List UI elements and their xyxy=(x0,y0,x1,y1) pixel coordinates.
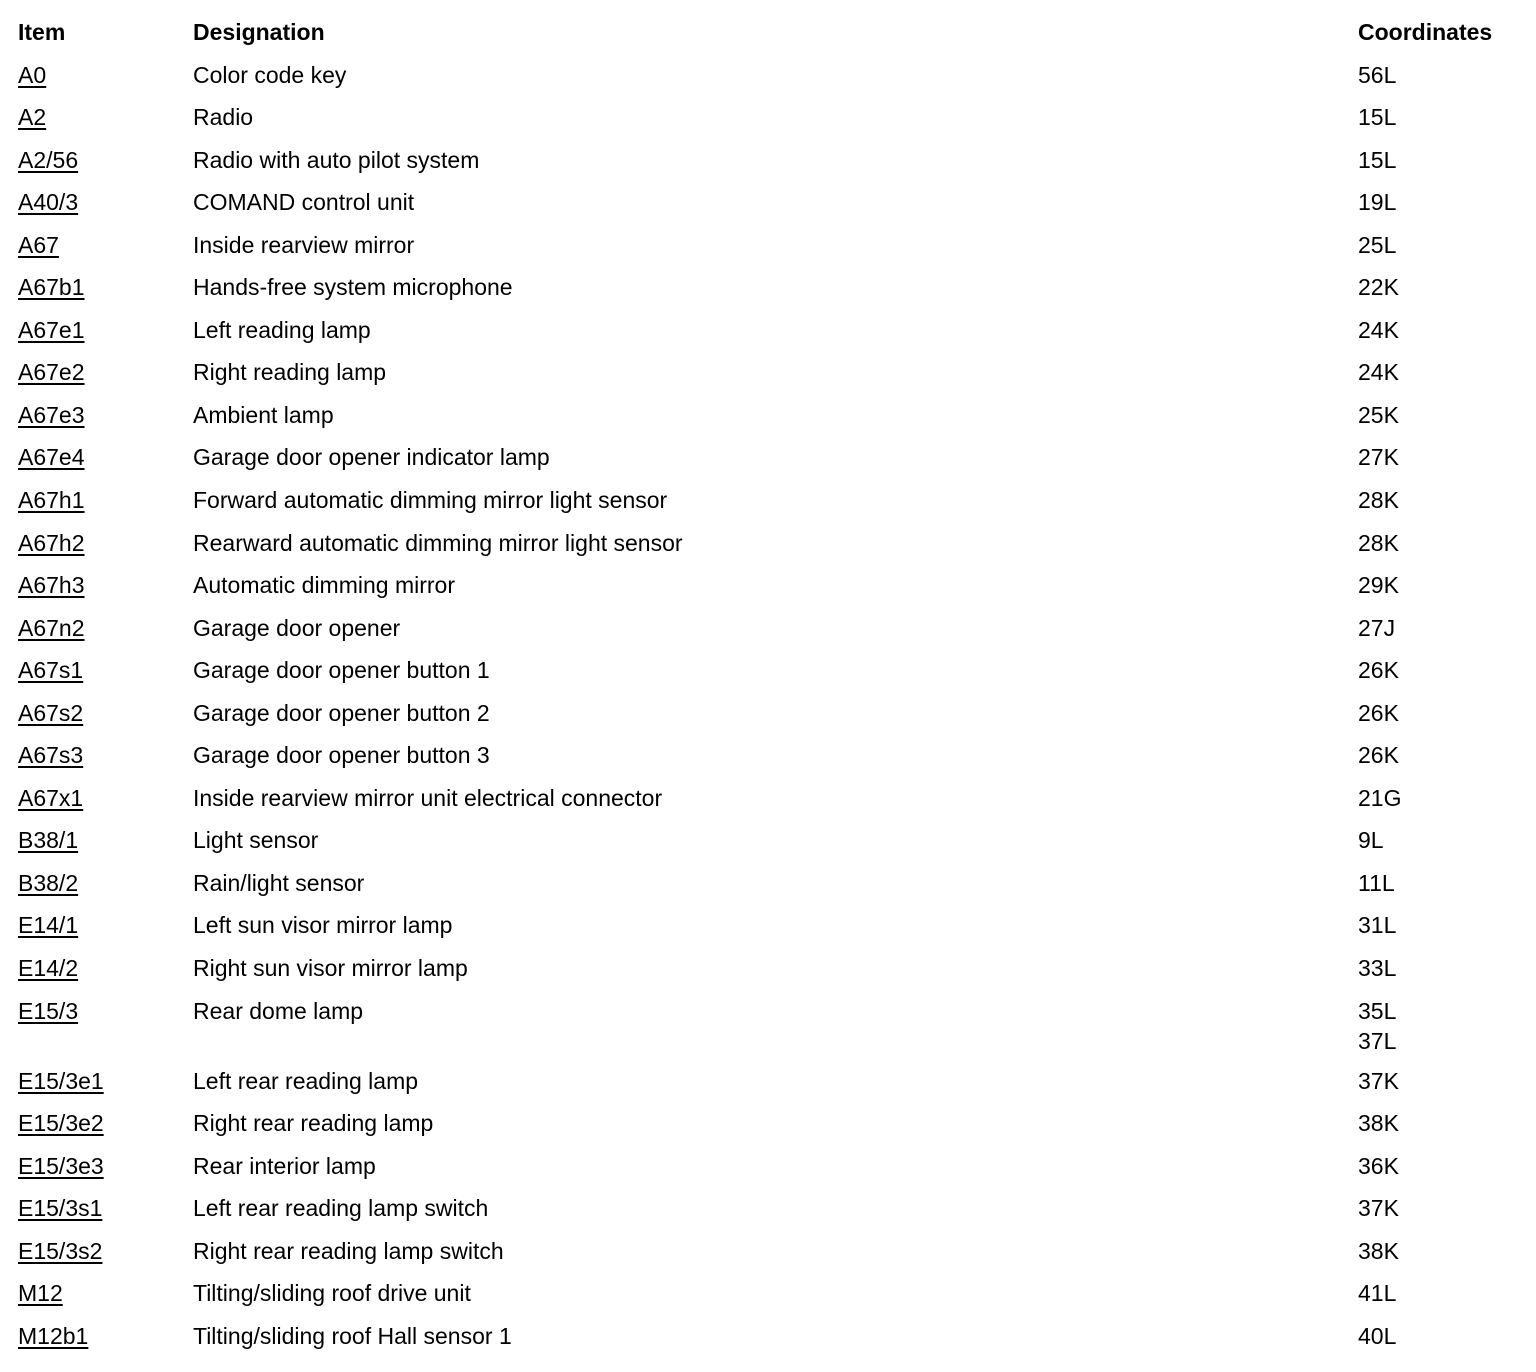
coordinates-cell xyxy=(1358,995,1396,1055)
table-row xyxy=(0,484,1536,527)
coordinate-value: 22K xyxy=(1358,274,1399,301)
designation-text: Garage door opener button 1 xyxy=(193,657,490,684)
item-link[interactable]: A67e2 xyxy=(18,359,85,386)
designation-text: Rain/light sensor xyxy=(193,869,365,896)
table-row xyxy=(0,739,1536,782)
table-row xyxy=(0,824,1536,867)
item-link[interactable]: E15/3e3 xyxy=(18,1152,104,1179)
item-link[interactable]: A67e1 xyxy=(18,316,85,343)
designation-text: Left reading lamp xyxy=(193,316,371,343)
table-row xyxy=(0,909,1536,952)
table-row xyxy=(0,271,1536,314)
coordinates-cell xyxy=(1358,271,1399,303)
item-link[interactable]: A67e3 xyxy=(18,401,85,428)
coordinates-cell xyxy=(1358,1065,1399,1097)
coordinate-value: 28K xyxy=(1358,487,1399,514)
coordinate-value: 56L xyxy=(1358,61,1397,88)
item-link[interactable]: A40/3 xyxy=(18,189,79,216)
coordinates-cell xyxy=(1358,909,1396,941)
table-row xyxy=(0,356,1536,399)
coordinates-column-header: Coordinates xyxy=(1358,19,1493,45)
coordinate-value: 28K xyxy=(1358,529,1399,556)
coordinates-cell xyxy=(1358,1150,1399,1182)
coordinates-cell xyxy=(1358,441,1399,473)
designation-text: Tilting/sliding roof drive unit xyxy=(193,1280,471,1307)
table-row xyxy=(0,654,1536,697)
coordinates-cell xyxy=(1358,356,1399,388)
coordinate-value: 24K xyxy=(1358,316,1399,343)
coordinates-cell xyxy=(1358,952,1396,984)
table-row xyxy=(0,1107,1536,1150)
table-row xyxy=(0,697,1536,740)
designation-text: Garage door opener button 3 xyxy=(193,742,490,769)
coordinate-value: 19L xyxy=(1358,189,1397,216)
coordinates-cell xyxy=(1358,314,1399,346)
coordinates-cell xyxy=(1358,824,1384,856)
item-link[interactable]: B38/1 xyxy=(18,827,79,854)
coordinates-cell xyxy=(1358,739,1399,771)
designation-text: Forward automatic dimming mirror light sensor xyxy=(193,487,668,514)
item-link[interactable]: A67s1 xyxy=(18,657,84,684)
designation-text: Right rear reading lamp xyxy=(193,1110,434,1137)
coordinate-value: 26K xyxy=(1358,657,1399,684)
coordinate-value: 41L xyxy=(1358,1280,1397,1307)
coordinates-cell xyxy=(1358,399,1399,431)
coordinates-cell xyxy=(1358,1192,1399,1224)
coordinate-value: 31L xyxy=(1358,912,1397,939)
table-row xyxy=(0,952,1536,995)
coordinate-value: 29K xyxy=(1358,572,1399,599)
coordinate-value: 15L xyxy=(1358,146,1397,173)
table-row xyxy=(0,1065,1536,1108)
item-link[interactable]: E15/3e1 xyxy=(18,1067,104,1094)
table-row xyxy=(0,1235,1536,1278)
item-link[interactable]: A67h2 xyxy=(18,529,85,556)
coordinate-value: 25L xyxy=(1358,231,1397,258)
designation-text: Right reading lamp xyxy=(193,359,387,386)
designation-text: Right sun visor mirror lamp xyxy=(193,955,468,982)
item-link[interactable]: B38/2 xyxy=(18,869,79,896)
coordinate-value: 37L xyxy=(1358,1027,1397,1054)
table-row xyxy=(0,995,1536,1065)
coordinates-cell xyxy=(1358,484,1399,516)
table-row xyxy=(0,59,1536,102)
designation-text: Radio with auto pilot system xyxy=(193,146,480,173)
item-column-header: Item xyxy=(18,19,66,45)
coordinate-value: 40L xyxy=(1358,1322,1397,1349)
item-link[interactable]: A0 xyxy=(18,61,47,88)
table-row xyxy=(0,782,1536,825)
item-link[interactable]: A67s3 xyxy=(18,742,84,769)
coordinate-value: 9L xyxy=(1358,827,1384,854)
table-row xyxy=(0,867,1536,910)
table-row xyxy=(0,1277,1536,1320)
designation-text: Rearward automatic dimming mirror light sensor xyxy=(193,529,683,556)
coordinates-cell xyxy=(1358,867,1395,899)
coordinate-value: 21G xyxy=(1358,784,1402,811)
item-link[interactable]: A67 xyxy=(18,231,59,258)
coordinates-cell xyxy=(1358,569,1399,601)
designation-text: Left sun visor mirror lamp xyxy=(193,912,453,939)
coordinates-cell xyxy=(1358,144,1396,176)
table-row xyxy=(0,1320,1536,1363)
designation-text: Right rear reading lamp switch xyxy=(193,1237,504,1264)
designation-text: Hands-free system microphone xyxy=(193,274,513,301)
designation-text: Inside rearview mirror xyxy=(193,231,415,258)
table-row xyxy=(0,612,1536,655)
item-link[interactable]: A67h1 xyxy=(18,487,85,514)
coordinates-cell xyxy=(1358,612,1395,644)
table-row xyxy=(0,569,1536,612)
coordinates-cell xyxy=(1358,782,1401,814)
item-link[interactable]: E15/3s2 xyxy=(18,1237,103,1264)
item-link[interactable]: A67n2 xyxy=(18,614,85,641)
designation-text: Garage door opener button 2 xyxy=(193,699,490,726)
item-link[interactable]: A2/56 xyxy=(18,146,79,173)
designation-text: Garage door opener xyxy=(193,614,401,641)
coordinates-cell xyxy=(1358,1277,1396,1309)
designation-text: Garage door opener indicator lamp xyxy=(193,444,550,471)
item-link[interactable]: A2 xyxy=(18,104,47,131)
coordinate-value: 26K xyxy=(1358,742,1399,769)
table-row xyxy=(0,1150,1536,1193)
coordinate-value: 33L xyxy=(1358,955,1397,982)
coordinates-cell xyxy=(1358,186,1396,218)
coordinates-cell xyxy=(1358,654,1399,686)
designation-text: COMAND control unit xyxy=(193,189,415,216)
item-link[interactable]: E15/3s1 xyxy=(18,1195,103,1222)
item-link[interactable]: E14/2 xyxy=(18,955,79,982)
coordinate-value: 27K xyxy=(1358,444,1399,471)
coordinate-value: 24K xyxy=(1358,359,1399,386)
designation-column-header: Designation xyxy=(193,19,325,45)
coordinate-value: 25K xyxy=(1358,401,1399,428)
table-row xyxy=(0,1192,1536,1235)
coordinates-cell xyxy=(1358,229,1396,261)
coordinates-cell xyxy=(1358,527,1399,559)
table-row xyxy=(0,314,1536,357)
coordinate-value: 37K xyxy=(1358,1067,1399,1094)
table-row xyxy=(0,441,1536,484)
table-row xyxy=(0,186,1536,229)
coordinate-value: 36K xyxy=(1358,1152,1399,1179)
item-link[interactable]: A67b1 xyxy=(18,274,85,301)
designation-text: Ambient lamp xyxy=(193,401,334,428)
item-link[interactable]: M12b1 xyxy=(18,1322,89,1349)
designation-text: Tilting/sliding roof Hall sensor 1 xyxy=(193,1322,512,1349)
coordinate-value: 37K xyxy=(1358,1195,1399,1222)
designation-text: Color code key xyxy=(193,61,347,88)
coordinate-value: 26K xyxy=(1358,699,1399,726)
designation-text: Left rear reading lamp xyxy=(193,1067,419,1094)
coordinates-cell xyxy=(1358,101,1396,133)
coordinate-value: 38K xyxy=(1358,1237,1399,1264)
coordinates-cell xyxy=(1358,1320,1396,1352)
coordinate-value: 27J xyxy=(1358,614,1396,641)
item-link[interactable]: A67s2 xyxy=(18,699,84,726)
item-link[interactable]: A67h3 xyxy=(18,572,85,599)
designation-text: Automatic dimming mirror xyxy=(193,572,455,599)
coordinates-cell xyxy=(1358,697,1399,729)
coordinate-value: 35L xyxy=(1358,997,1397,1024)
table-row xyxy=(0,101,1536,144)
table-body xyxy=(0,59,1536,1363)
designation-text: Radio xyxy=(193,104,254,131)
table-header xyxy=(0,16,1536,59)
item-link[interactable]: E14/1 xyxy=(18,912,79,939)
coordinate-value: 38K xyxy=(1358,1110,1399,1137)
designation-text: Rear dome lamp xyxy=(193,997,364,1024)
item-link[interactable]: M12 xyxy=(18,1280,63,1307)
table-row xyxy=(0,144,1536,187)
coordinate-value: 11L xyxy=(1358,869,1395,896)
designation-text: Rear interior lamp xyxy=(193,1152,376,1179)
item-link[interactable]: A67e4 xyxy=(18,444,85,471)
coordinate-value: 15L xyxy=(1358,104,1397,131)
table-row xyxy=(0,399,1536,442)
designation-text: Left rear reading lamp switch xyxy=(193,1195,489,1222)
table-row xyxy=(0,229,1536,272)
designation-text: Light sensor xyxy=(193,827,319,854)
coordinates-cell xyxy=(1358,1235,1399,1267)
item-link[interactable]: E15/3 xyxy=(18,997,79,1024)
designation-text: Inside rearview mirror unit electrical connector xyxy=(193,784,663,811)
coordinates-cell xyxy=(1358,1107,1399,1139)
item-link[interactable]: A67x1 xyxy=(18,784,84,811)
table-row xyxy=(0,527,1536,570)
coordinates-cell xyxy=(1358,59,1396,91)
item-link[interactable]: E15/3e2 xyxy=(18,1110,104,1137)
